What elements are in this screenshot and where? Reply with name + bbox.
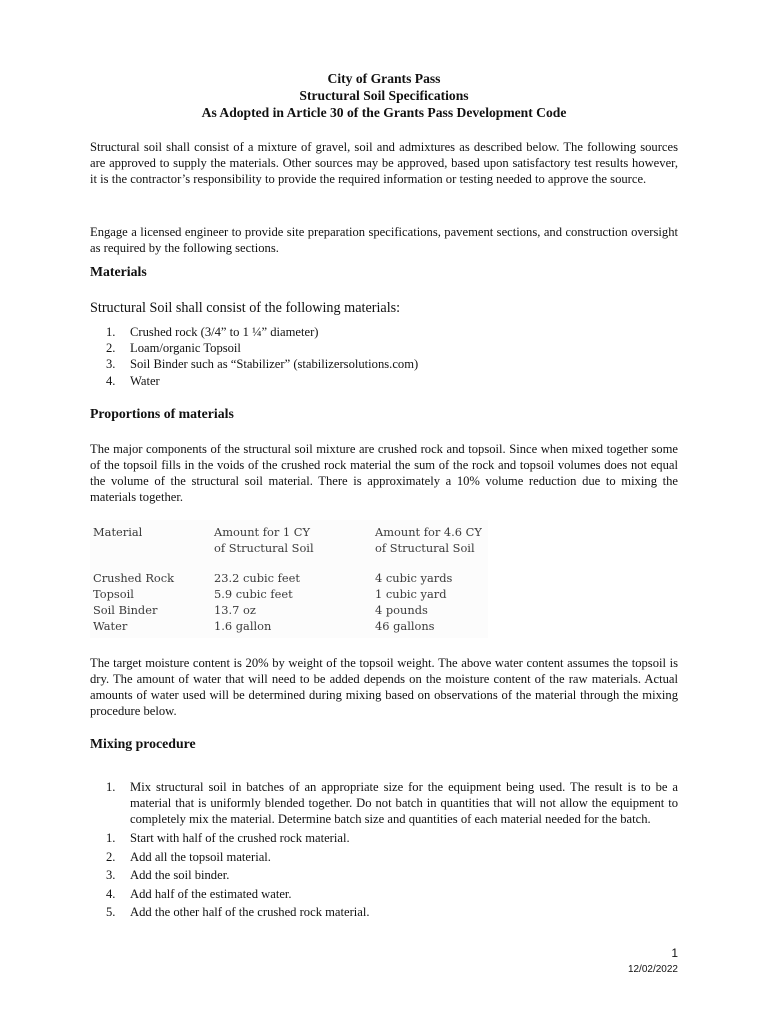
list-item-text: Loam/organic Topsoil xyxy=(130,341,241,356)
list-item xyxy=(90,324,678,340)
list-item-number: 3. xyxy=(106,357,116,372)
list-item-number: 4. xyxy=(106,886,116,901)
title-line-article: As Adopted in Article 30 of the Grants Pass Development Code xyxy=(201,105,567,120)
proportions-table xyxy=(90,520,488,638)
list-item-text: Add the soil binder. xyxy=(130,868,230,883)
list-item xyxy=(90,867,678,883)
list-item xyxy=(90,356,678,372)
table-cell-amount-1cy: 13.7 oz xyxy=(214,603,256,617)
table-header-amount-46cy: Amount for 4.6 CY xyxy=(375,525,482,539)
proportions-heading: Proportions of materials xyxy=(90,406,234,421)
table-cell-material: Crushed Rock xyxy=(93,571,175,585)
materials-heading: Materials xyxy=(90,264,147,279)
table-header-material: Material xyxy=(93,525,143,539)
table-header-amount-1cy-sub: of Structural Soil xyxy=(214,541,314,555)
list-item-number: 2. xyxy=(106,341,116,356)
table-cell-amount-46cy: 4 cubic yards xyxy=(375,571,453,585)
mixing-heading: Mixing procedure xyxy=(90,736,196,751)
table-cell-amount-1cy: 5.9 cubic feet xyxy=(214,587,293,601)
list-item-number: 1. xyxy=(106,831,116,845)
table-cell-material: Water xyxy=(93,619,128,633)
list-item xyxy=(90,904,678,920)
list-item-text: Mix structural soil in batches of an appropriate size for the equipment being used. The result is to be a material that is uniformly blended together. Do not batch in quantities that will not allow the equipment to completely mix the material. Determine batch size and quantities of each material needed for the batch. xyxy=(130,780,678,827)
table-cell-amount-46cy: 46 gallons xyxy=(375,619,435,633)
page-number: 1 xyxy=(671,946,678,960)
table-cell-amount-1cy: 1.6 gallon xyxy=(214,619,272,633)
list-item-number: 4. xyxy=(106,373,116,388)
list-item-text: Crushed rock (3/4” to 1 ¼” diameter) xyxy=(130,325,319,339)
list-item-text: Water xyxy=(130,373,160,388)
table-cell-amount-46cy: 4 pounds xyxy=(375,603,428,617)
list-item xyxy=(90,830,678,846)
materials-intro: Structural Soil shall consist of the following materials: xyxy=(90,300,401,316)
mixing-list xyxy=(90,779,678,923)
document-title xyxy=(0,70,768,121)
list-item xyxy=(90,886,678,902)
list-item-text: Add half of the estimated water. xyxy=(130,886,292,901)
title-line-spec: Structural Soil Specifications xyxy=(299,88,469,103)
intro-paragraph-sources: Structural soil shall consist of a mixture of gravel, soil and admixtures as described below. The following sources are approved to supply the materials. Other sources may be approved, based upon satisfactory test results however, it is the contractor’s responsibility to provide the required information or testing needed to approve the source. xyxy=(90,140,678,186)
list-item-number: 5. xyxy=(106,905,116,920)
table-header-amount-46cy-sub: of Structural Soil xyxy=(375,541,475,555)
table-cell-amount-46cy: 1 cubic yard xyxy=(375,587,447,601)
table-header-amount-1cy: Amount for 1 CY xyxy=(214,525,310,539)
list-item xyxy=(90,849,678,865)
list-item-text: Add all the topsoil material. xyxy=(130,849,271,864)
list-item xyxy=(90,340,678,356)
table-cell-material: Topsoil xyxy=(93,587,134,601)
moisture-paragraph: The target moisture content is 20% by weight of the topsoil weight. The above water content assumes the topsoil is dry. The amount of water that will need to be added depends on the moisture content of the raw materials. Actual amounts of water used will be determined during mixing based on observations of the material through the mixing procedure below. xyxy=(90,656,678,718)
list-item-text: Soil Binder such as “Stabilizer” (stabilizersolutions.com) xyxy=(130,357,419,372)
intro-paragraph-engineer: Engage a licensed engineer to provide site preparation specifications, pavement sections, and construction oversight as required by the following sections. xyxy=(90,225,678,255)
table-cell-material: Soil Binder xyxy=(93,603,158,617)
list-item-text: Add the other half of the crushed rock material. xyxy=(130,905,370,920)
list-item-number: 1. xyxy=(106,780,116,794)
list-item-number: 3. xyxy=(106,868,116,883)
table-cell-amount-1cy: 23.2 cubic feet xyxy=(214,571,300,585)
list-item xyxy=(90,373,678,389)
materials-list xyxy=(90,324,678,389)
list-item-number: 1. xyxy=(106,325,116,339)
proportions-paragraph: The major components of the structural soil mixture are crushed rock and topsoil. Since when mixed together some of the topsoil fills in the voids of the crushed rock material the sum of the rock and topsoil volumes does not equal the volume of the structural soil material. There is approximately a 10% volume reduction due to mixing the materials together. xyxy=(90,442,678,504)
list-item-text: Start with half of the crushed rock material. xyxy=(130,831,350,845)
list-item xyxy=(90,779,678,828)
footer-date: 12/02/2022 xyxy=(627,964,678,975)
list-item-number: 2. xyxy=(106,849,116,864)
title-line-city: City of Grants Pass xyxy=(327,71,441,86)
